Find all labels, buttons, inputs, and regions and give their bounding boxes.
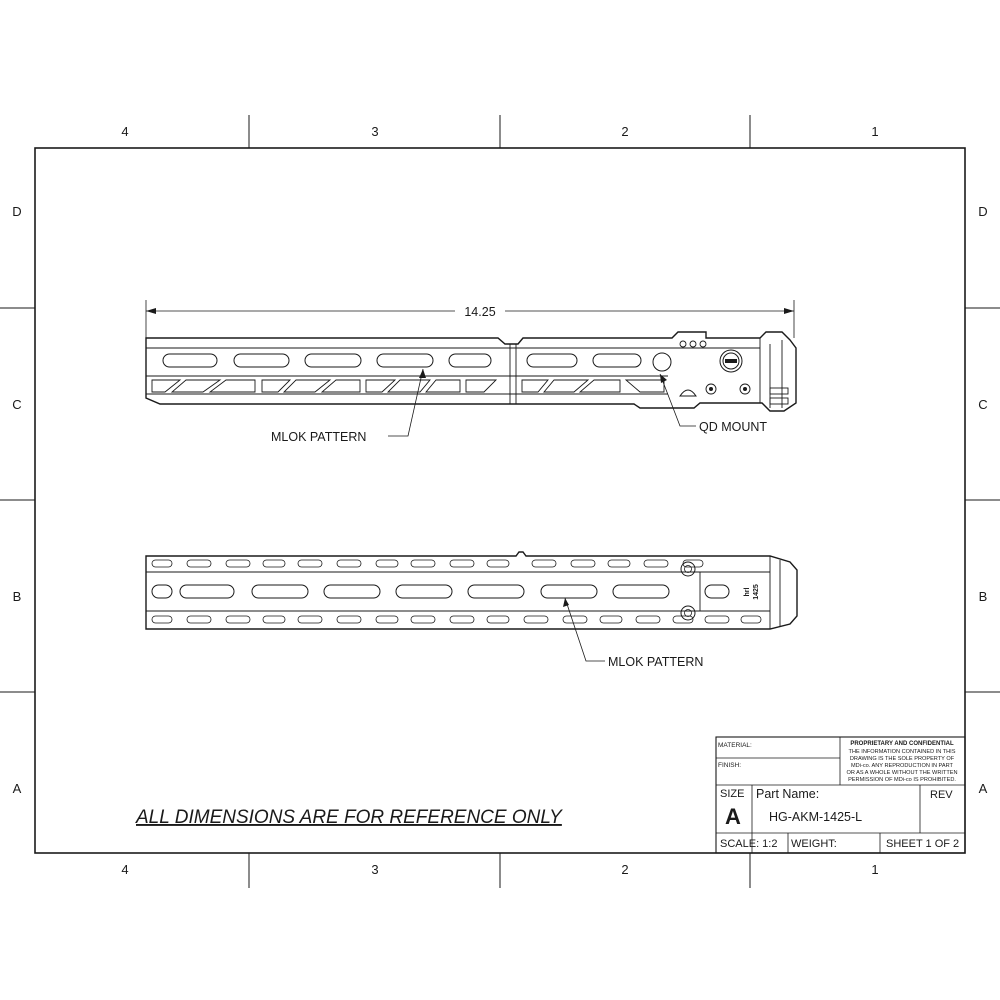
- bottom-mlok-callout-label: MLOK PATTERN: [608, 655, 704, 669]
- proprietary-line-5: PERMISSION OF MDi-co IS PROHIBITED.: [848, 777, 956, 783]
- side-callout-qd: [660, 374, 767, 434]
- bottom-mlok-slots: [152, 585, 729, 598]
- zone-bottom-col4: 4: [121, 862, 129, 877]
- bottom-lower-slot-row: [152, 616, 761, 623]
- side-qd-mount: [653, 341, 788, 404]
- engraving-logo: hrl: [744, 587, 751, 597]
- scale-field: SCALE: 1:2: [720, 838, 778, 850]
- side-lightening-cutouts: [152, 380, 664, 392]
- title-block: [716, 737, 965, 853]
- proprietary-line-2: DRAWING IS THE SOLE PROPERTY OF: [849, 756, 955, 762]
- finish-label: FINISH:: [718, 762, 742, 769]
- qd-mount-callout-label: QD MOUNT: [699, 420, 768, 434]
- bottom-top-slot-row: [152, 560, 703, 567]
- zone-right-row-a: A: [978, 781, 988, 796]
- zone-top-col2: 2: [621, 124, 629, 139]
- zone-left-row-c: C: [12, 397, 22, 412]
- proprietary-line-1: THE INFORMATION CONTAINED IN THIS: [848, 749, 956, 755]
- zone-right-row-c: C: [978, 397, 988, 412]
- engraving-model: 1425: [753, 584, 760, 600]
- side-mlok-callout-label: MLOK PATTERN: [271, 430, 367, 444]
- zone-left-row-b: B: [12, 589, 22, 604]
- sheet-field: SHEET 1 OF 2: [886, 838, 960, 850]
- part-name-value: HG-AKM-1425-L: [769, 810, 863, 824]
- weight-field: WEIGHT:: [791, 838, 837, 850]
- rev-label: REV: [930, 789, 953, 801]
- size-label: SIZE: [720, 788, 745, 800]
- handguard-side-outline: [146, 332, 796, 411]
- handguard-bottom-outline: [146, 552, 797, 629]
- size-value: A: [725, 804, 741, 829]
- proprietary-line-3: MDi-co. ANY REPRODUCTION IN PART: [851, 763, 953, 769]
- zone-labels: [12, 124, 987, 877]
- side-view: [146, 300, 796, 444]
- zone-left-row-a: A: [12, 781, 22, 796]
- material-label: MATERIAL:: [718, 742, 752, 749]
- zone-top-col3: 3: [371, 124, 379, 139]
- part-name-label: Part Name:: [756, 787, 820, 801]
- zone-top-col4: 4: [121, 124, 129, 139]
- zone-left-row-d: D: [12, 204, 22, 219]
- zone-bottom-col2: 2: [621, 862, 629, 877]
- proprietary-line-4: OR AS A WHOLE WITHOUT THE WRITTEN: [846, 770, 958, 776]
- bottom-view: [146, 552, 797, 669]
- bottom-engraving: [744, 584, 760, 600]
- zone-bottom-col1: 1: [871, 862, 879, 877]
- zone-top-col1: 1: [871, 124, 879, 139]
- zone-right-row-b: B: [978, 589, 988, 604]
- side-mlok-slots: [163, 354, 641, 367]
- proprietary-title: PROPRIETARY AND CONFIDENTIAL: [850, 741, 954, 747]
- length-dimension-value: 14.25: [464, 305, 496, 319]
- zone-right-row-d: D: [978, 204, 988, 219]
- zone-bottom-col3: 3: [371, 862, 379, 877]
- reference-note: ALL DIMENSIONS ARE FOR REFERENCE ONLY: [136, 807, 562, 828]
